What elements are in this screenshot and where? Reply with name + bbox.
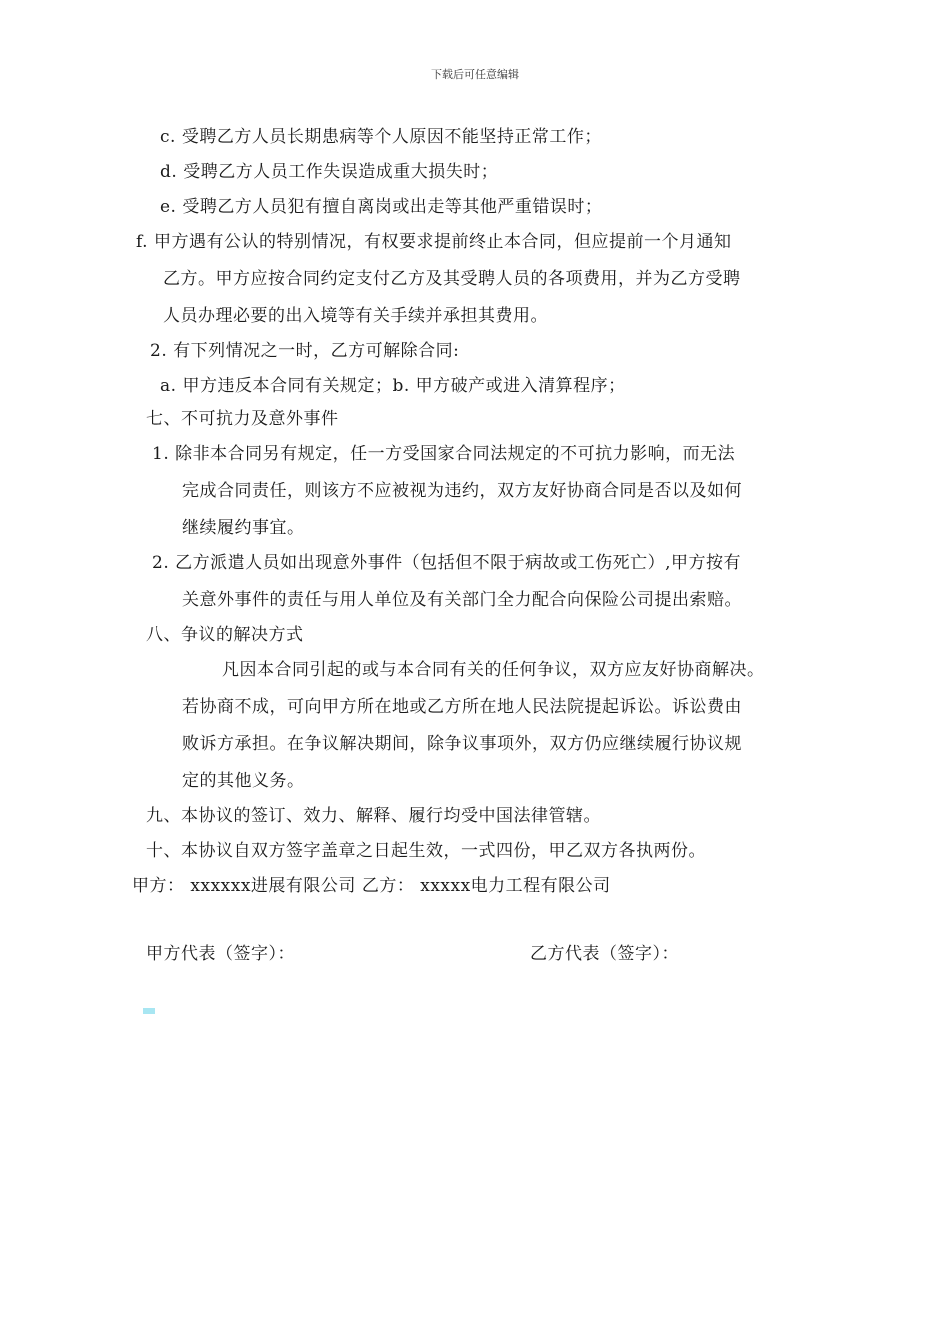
section-7-heading: 七、不可抗力及意外事件: [146, 409, 339, 429]
section-9: 九、本协议的签订、效力、解释、履行均受中国法律管辖。: [146, 806, 601, 826]
section-7-item-1-line-1: 1. 除非本合同另有规定，任一方受国家合同法规定的不可抗力影响，而无法: [152, 444, 736, 464]
party-b-signature-label: 乙方代表（签字）：: [530, 944, 679, 964]
header-note: 下载后可任意编辑: [431, 68, 519, 81]
clause-f-line-2: 乙方。甲方应按合同约定支付乙方及其受聘人员的各项费用，并为乙方受聘: [163, 269, 741, 289]
clause-c: c. 受聘乙方人员长期患病等个人原因不能坚持正常工作；: [160, 127, 602, 147]
clause-f-line-1: f. 甲方遇有公认的特别情况，有权要求提前终止本合同，但应提前一个月通知: [136, 232, 732, 252]
clause-d: d. 受聘乙方人员工作失误造成重大损失时；: [160, 162, 499, 182]
parties-line: 甲方： xxxxxx进展有限公司 乙方： xxxxx电力工程有限公司: [132, 876, 611, 896]
section-8-para-line-2: 若协商不成，可向甲方所在地或乙方所在地人民法院提起诉讼。诉讼费由: [182, 697, 742, 717]
section-7-item-2-line-2: 关意外事件的责任与用人单位及有关部门全力配合向保险公司提出索赔。: [182, 590, 742, 610]
section-7-item-2-line-1: 2. 乙方派遣人员如出现意外事件（包括但不限于病故或工伤死亡）,甲方按有: [152, 553, 742, 573]
clause-f-line-3: 人员办理必要的出入境等有关手续并承担其费用。: [163, 306, 548, 326]
party-a-signature-label: 甲方代表（签字）：: [146, 944, 295, 964]
section-8-para-line-1: 凡因本合同引起的或与本合同有关的任何争议，双方应友好协商解决。: [222, 660, 765, 680]
section-8-para-line-4: 定的其他义务。: [182, 771, 305, 791]
clause-e: e. 受聘乙方人员犯有擅自离岗或出走等其他严重错误时；: [160, 197, 603, 217]
section-7-item-1-line-3: 继续履约事宜。: [182, 518, 305, 538]
section-8-heading: 八、争议的解决方式: [146, 625, 304, 645]
clause-2-heading: 2. 有下列情况之一时，乙方可解除合同:: [150, 341, 460, 361]
highlight-mark: [143, 1008, 155, 1014]
section-10: 十、本协议自双方签字盖章之日起生效，一式四份，甲乙双方各执两份。: [146, 841, 706, 861]
section-7-item-1-line-2: 完成合同责任，则该方不应被视为违约，双方友好协商合同是否以及如何: [182, 481, 742, 501]
clause-2-items: a. 甲方违反本合同有关规定；b. 甲方破产或进入清算程序；: [160, 376, 626, 396]
section-8-para-line-3: 败诉方承担。在争议解决期间，除争议事项外，双方仍应继续履行协议规: [182, 734, 742, 754]
